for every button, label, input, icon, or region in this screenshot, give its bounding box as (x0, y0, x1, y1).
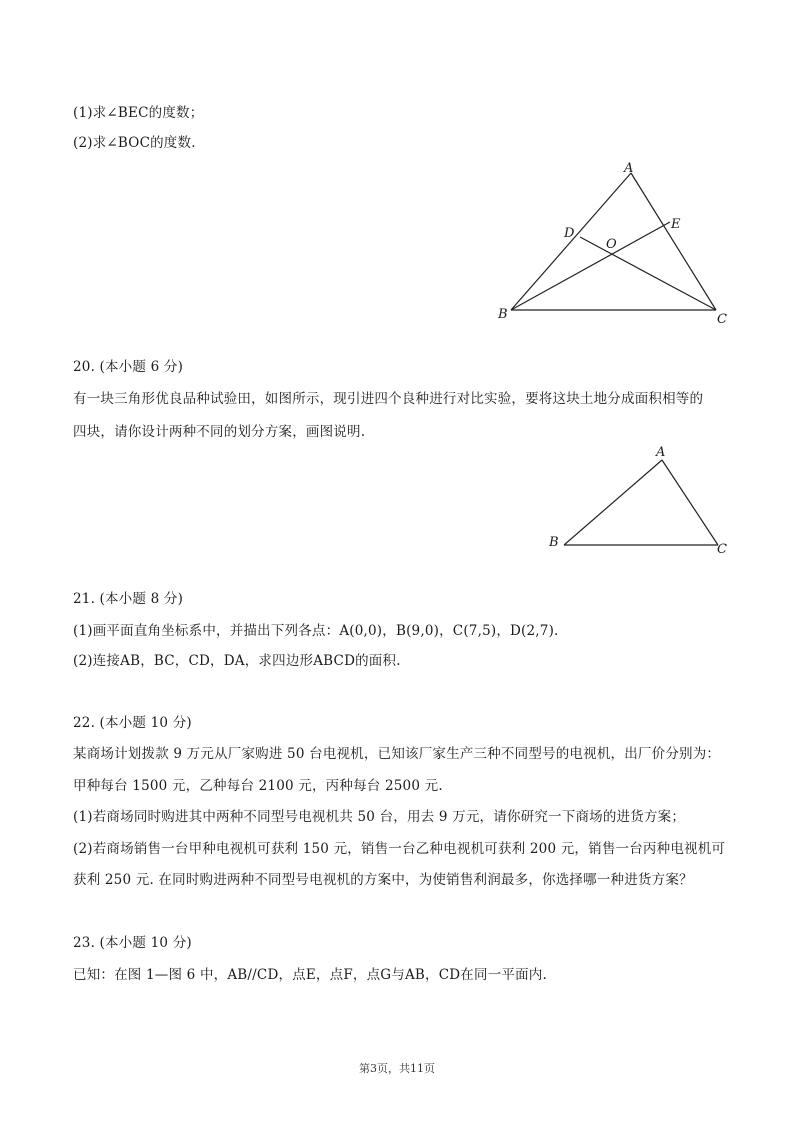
q22-part1: (1)若商场同时购进其中两种不同型号电视机共 50 台，用去 9 万元，请你研究一下商场的进货方案； (73, 809, 686, 825)
side-AC (631, 173, 716, 310)
label-A: A (624, 161, 634, 176)
q21-part2: (2)连接AB，BC，CD，DA，求四边形ABCD的面积. (73, 653, 401, 669)
label-A: A (656, 445, 666, 460)
side-AC (662, 460, 718, 545)
q22-heading: 22. (本小题 10 分) (73, 715, 192, 731)
side-AB (564, 460, 662, 545)
label-B: B (498, 307, 508, 322)
segment-BE (511, 222, 670, 310)
label-B: B (549, 535, 559, 550)
label-C: C (717, 312, 727, 327)
q20-text-line1: 有一块三角形优良品种试验田，如图所示，现引进四个良种进行对比实验，要将这块土地分成面积相等的 (73, 391, 704, 407)
q19-part2: (2)求∠BOC的度数. (73, 135, 196, 151)
q23-heading: 23. (本小题 10 分) (73, 935, 192, 951)
q22-part2-line2: 获利 250 元. 在同时购进两种不同型号电视机的方案中，为使销售利润最多，你选择哪一种进货方案？ (73, 872, 693, 888)
triangle-figure-1 (490, 155, 740, 330)
q22-text-line2: 甲种每台 1500 元，乙种每台 2100 元，丙种每台 2500 元. (73, 778, 443, 794)
triangle-figure-2 (540, 440, 740, 560)
label-D: D (564, 226, 575, 241)
q23-text-line1: 已知：在图 1—图 6 中，AB//CD，点E，点F，点G与AB，CD在同一平面内. (73, 967, 547, 983)
q20-heading: 20. (本小题 6 分) (73, 359, 184, 375)
q22-part2-line1: (2)若商场销售一台甲种电视机可获利 150 元，销售一台乙种电视机可获利 200 元，销售一台丙种电视机可 (73, 841, 726, 857)
q21-heading: 21. (本小题 8 分) (73, 591, 184, 607)
q21-part1: (1)画平面直角坐标系中，并描出下列各点：A(0,0)，B(9,0)，C(7,5)，D(2,7). (73, 623, 559, 639)
label-C: C (717, 542, 727, 557)
page-footer: 第3页，共11页 (359, 1062, 435, 1075)
segment-CD (580, 237, 716, 310)
q19-part1: (1)求∠BEC的度数； (73, 105, 204, 121)
label-O: O (606, 237, 617, 252)
label-E: E (671, 217, 681, 232)
q22-text-line1: 某商场计划拨款 9 万元从厂家购进 50 台电视机，已知该厂家生产三种不同型号的电视机，出厂价分别为： (73, 746, 721, 762)
q20-text-line2: 四块，请你设计两种不同的划分方案，画图说明. (73, 424, 366, 440)
